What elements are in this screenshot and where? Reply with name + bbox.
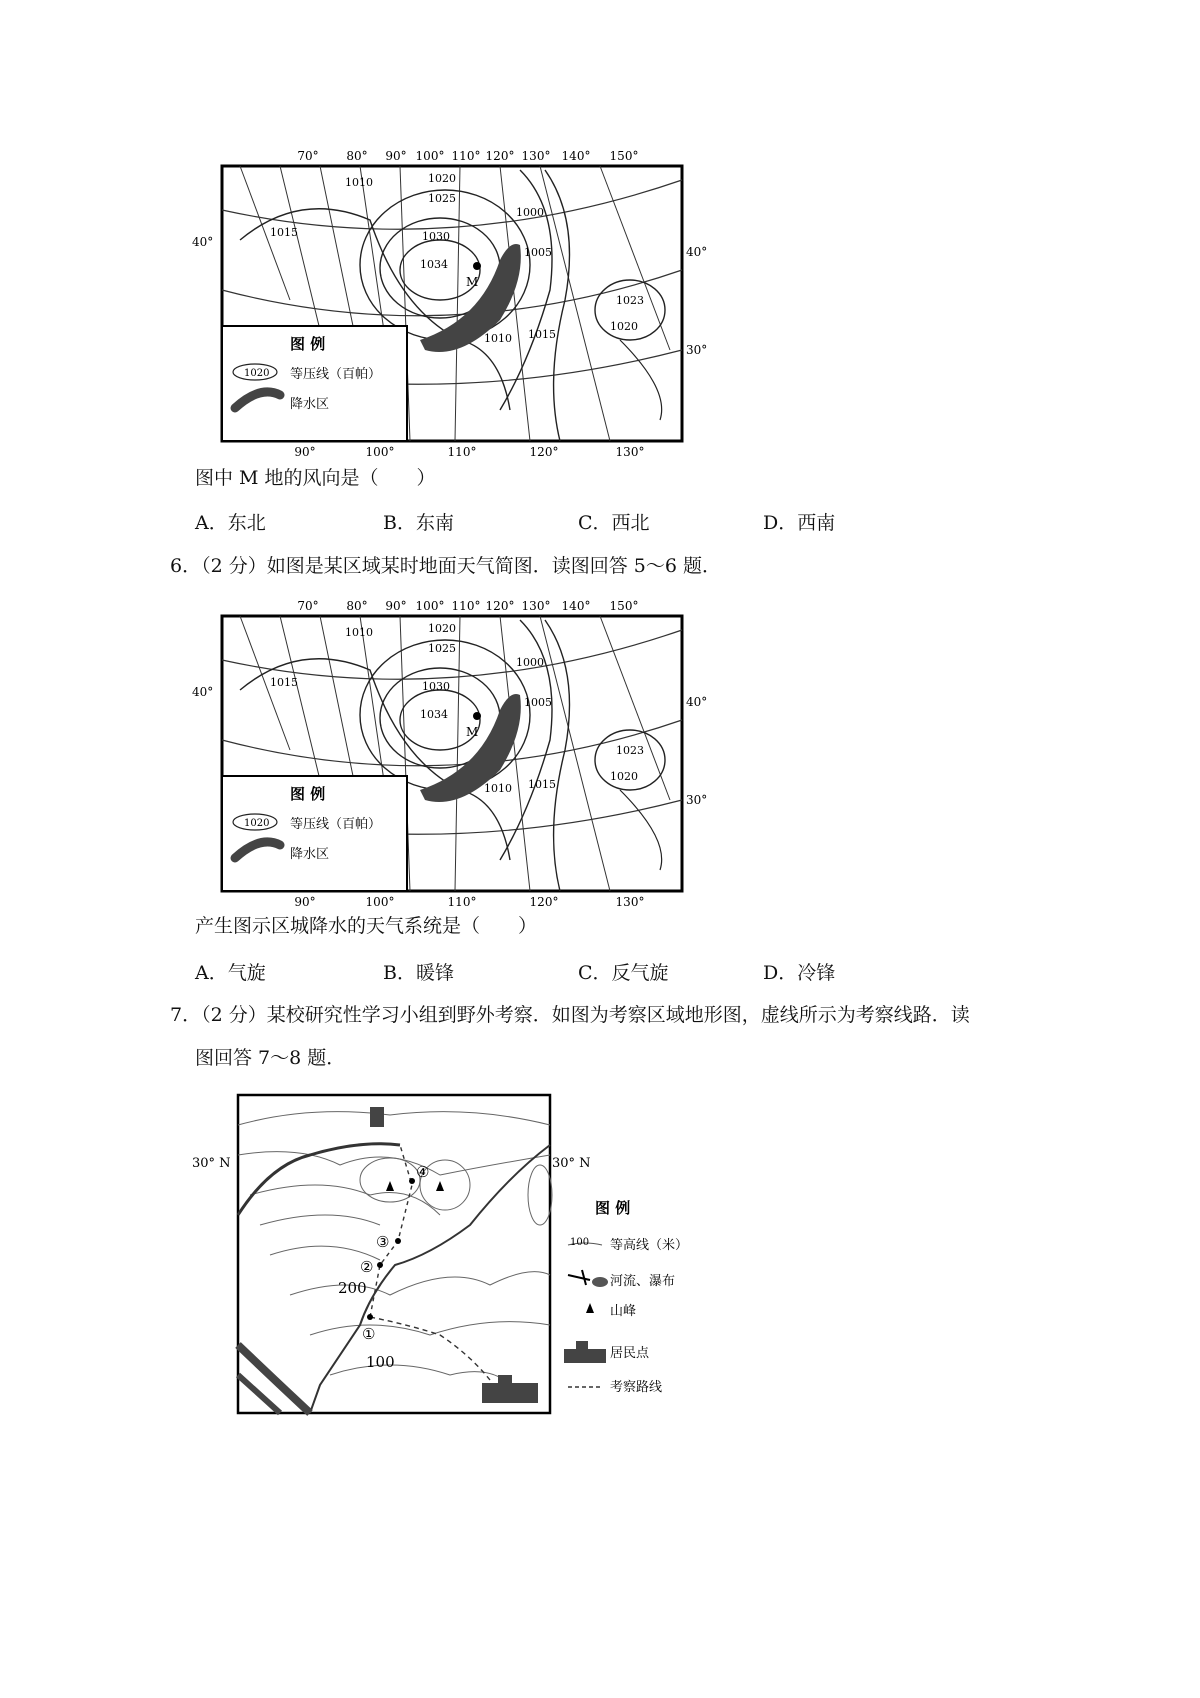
lon-label: 100° xyxy=(415,599,445,613)
legend-contour-label: 等高线（米） xyxy=(610,1238,689,1253)
q7-header-line1: 7．（2 分）某校研究性学习小组到野外考察．如图为考察区域地形图，虚线所示为考察线路．读 xyxy=(170,1004,970,1026)
isobar-label: 1010 xyxy=(345,626,373,639)
isobar-label: 1023 xyxy=(616,744,644,757)
lat-label: 40° xyxy=(686,245,708,259)
q6-header: 6．（2 分）如图是某区域某时地面天气简图．读图回答 5～6 题． xyxy=(170,555,721,577)
topographic-map xyxy=(190,1085,750,1425)
q5-stem: 图中 M 地的风向是（ ） xyxy=(195,467,436,489)
lon-label: 120° xyxy=(529,895,559,909)
lon-label: 130° xyxy=(615,445,645,459)
legend-title: 图 例 xyxy=(595,1199,631,1217)
option-text: 东南 xyxy=(415,512,454,534)
contour-label-100: 100 xyxy=(366,1353,395,1371)
isobar-label: 1034 xyxy=(420,258,448,271)
option-text: 东北 xyxy=(227,512,266,534)
top-longitude-labels xyxy=(297,599,638,613)
legend-rain-label: 降水区 xyxy=(290,397,330,412)
legend-route-label: 考察路线 xyxy=(610,1380,663,1395)
legend-title: 图 例 xyxy=(290,335,326,353)
isobar-label: 1015 xyxy=(270,676,298,689)
point-label-2: ② xyxy=(360,1258,374,1276)
q6-stem: 产生图示区城降水的天气系统是（ ） xyxy=(195,915,538,937)
q5-option-a xyxy=(195,508,266,535)
isobar-label: 1015 xyxy=(270,226,298,239)
isobar-label: 1010 xyxy=(484,332,512,345)
isobar-label: 1020 xyxy=(428,172,456,185)
lon-label: 150° xyxy=(609,149,639,163)
legend-river-label: 河流、瀑布 xyxy=(610,1274,676,1289)
lon-label: 80° xyxy=(346,599,368,613)
lon-label: 100° xyxy=(365,445,395,459)
lat-label: 30° xyxy=(686,793,708,807)
isobar-label: 1005 xyxy=(524,696,552,709)
lon-label: 140° xyxy=(561,599,591,613)
isobar-label: 1005 xyxy=(524,246,552,259)
lon-label: 110° xyxy=(447,445,477,459)
isobar-label: 1000 xyxy=(516,206,544,219)
lat-label: 40° xyxy=(192,685,214,699)
lon-label: 90° xyxy=(294,895,316,909)
lon-label: 90° xyxy=(294,445,316,459)
isobar-label: 1015 xyxy=(528,778,556,791)
option-text: 西南 xyxy=(797,512,836,534)
isobar-label: 1020 xyxy=(610,320,638,333)
q6-option-c xyxy=(578,958,669,985)
q5-option-b xyxy=(383,508,454,535)
option-key: C． xyxy=(578,962,612,984)
lon-label: 150° xyxy=(609,599,639,613)
lon-label: 130° xyxy=(521,599,551,613)
option-key: A． xyxy=(195,512,228,534)
option-key: B． xyxy=(383,962,416,984)
legend-peak-label: 山峰 xyxy=(610,1304,637,1319)
lon-label: 110° xyxy=(451,599,481,613)
point-label-3: ③ xyxy=(376,1233,390,1251)
lon-label: 120° xyxy=(529,445,559,459)
isobar-label: 1030 xyxy=(422,230,450,243)
q5-option-c xyxy=(578,508,650,535)
isobar-label: 1000 xyxy=(516,656,544,669)
lon-label: 80° xyxy=(346,149,368,163)
lon-label: 70° xyxy=(297,599,319,613)
lon-label: 120° xyxy=(485,599,515,613)
legend-settlement-label: 居民点 xyxy=(610,1346,650,1361)
point-label-4: ④ xyxy=(416,1163,430,1181)
option-key: D． xyxy=(763,512,798,534)
option-text: 西北 xyxy=(611,512,650,534)
weather-map-1 xyxy=(192,149,760,470)
lon-label: 100° xyxy=(415,149,445,163)
legend-isobar-sample: 1020 xyxy=(244,368,270,379)
lon-label: 120° xyxy=(485,149,515,163)
isobar-label: 1015 xyxy=(528,328,556,341)
lon-label: 130° xyxy=(615,895,645,909)
option-text: 暖锋 xyxy=(415,962,454,984)
isobar-label: 1023 xyxy=(616,294,644,307)
lon-label: 100° xyxy=(365,895,395,909)
isobar-label: 1025 xyxy=(428,192,456,205)
option-key: B． xyxy=(383,512,416,534)
lon-label: 90° xyxy=(385,149,407,163)
legend-isobar-label: 等压线（百帕） xyxy=(290,817,382,832)
lon-label: 130° xyxy=(521,149,551,163)
q6-option-d xyxy=(763,958,835,985)
legend-isobar-sample: 1020 xyxy=(244,818,270,829)
topo-graphics xyxy=(238,1095,608,1413)
option-text: 气旋 xyxy=(227,962,266,984)
point-m-label: M xyxy=(466,275,479,289)
option-text: 冷锋 xyxy=(797,962,836,984)
q5-option-d xyxy=(763,508,835,535)
point-m-label: M xyxy=(466,725,479,739)
lat-label: 30° xyxy=(686,343,708,357)
lon-label: 90° xyxy=(385,599,407,613)
isobar-label: 1010 xyxy=(484,782,512,795)
bottom-longitude-labels xyxy=(294,445,644,459)
lat-label-right: 30° N xyxy=(552,1156,591,1171)
isobar-label: 1020 xyxy=(428,622,456,635)
lat-label-left: 30° N xyxy=(192,1156,231,1171)
isobar-label: 1010 xyxy=(345,176,373,189)
isobar-label: 1025 xyxy=(428,642,456,655)
isobar-label: 1020 xyxy=(610,770,638,783)
legend-contour-sample: 100 xyxy=(570,1237,590,1248)
legend-title: 图 例 xyxy=(290,785,326,803)
lat-label: 40° xyxy=(192,235,214,249)
option-key: D． xyxy=(763,962,798,984)
weather-map-2 xyxy=(192,599,760,920)
legend-rain-label: 降水区 xyxy=(290,847,330,862)
option-key: A． xyxy=(195,962,228,984)
lon-label: 70° xyxy=(297,149,319,163)
q6-option-b xyxy=(383,958,454,985)
contour-label-200: 200 xyxy=(338,1279,367,1297)
q7-header-line2: 图回答 7～8 题． xyxy=(195,1047,346,1069)
isobar-label: 1034 xyxy=(420,708,448,721)
q6-option-a xyxy=(195,958,266,985)
isobar-label: 1030 xyxy=(422,680,450,693)
lat-label: 40° xyxy=(686,695,708,709)
lon-label: 110° xyxy=(451,149,481,163)
lon-label: 110° xyxy=(447,895,477,909)
option-text: 反气旋 xyxy=(611,962,669,984)
top-longitude-labels xyxy=(297,149,638,163)
lon-label: 140° xyxy=(561,149,591,163)
point-label-1: ① xyxy=(362,1325,376,1343)
option-key: C． xyxy=(578,512,612,534)
legend-isobar-label: 等压线（百帕） xyxy=(290,367,382,382)
bottom-longitude-labels xyxy=(294,895,644,909)
